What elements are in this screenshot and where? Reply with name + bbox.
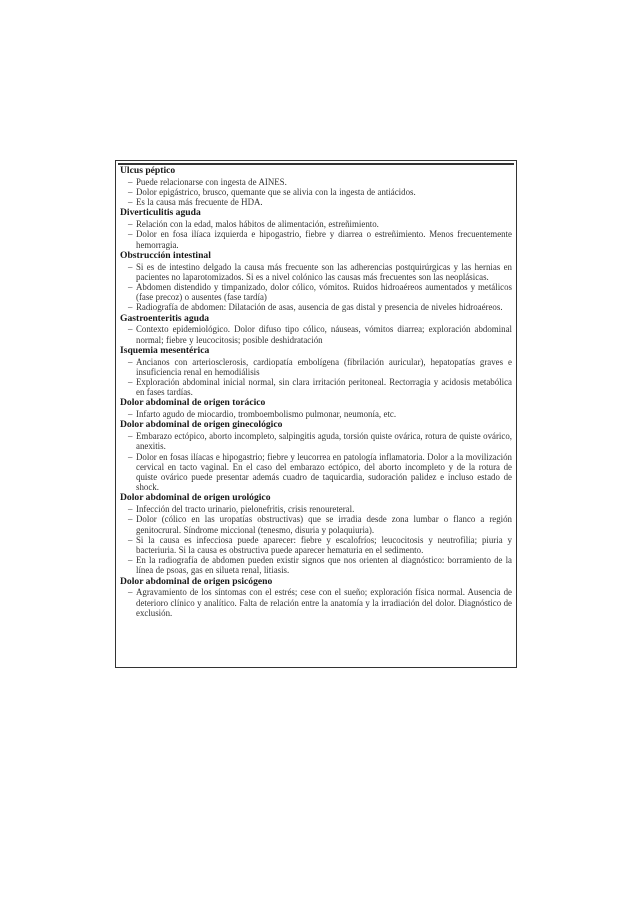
- section-title: Dolor abdominal de origen urológico: [120, 492, 271, 504]
- list-item: – Contexto epidemiológico. Dolor difuso tipo cólico, náuseas, vómitos diarrea; exploración abdominal normal; fiebre y leucocitosis; posible deshidratación: [128, 324, 512, 345]
- list-item: – Dolor en fosas ilíacas e hipogastrio; fiebre y leucorrea en patología inflamatoria. Dolor a la movilización cervical en tacto vaginal. En el caso del embarazo ectópico, del aborto incompleto y de la rotura de quiste ovárico puede presentar además cuadro de taquicardia, sudoración palidez e incluso estado de shock.: [128, 451, 512, 493]
- section-origen-psicogeno: [120, 577, 512, 618]
- section-title: Isquemia mesentérica: [120, 344, 210, 356]
- list-item: – Embarazo ectópico, aborto incompleto, salpingitis aguda, torsión quiste ovárica, rotura de quiste ovárico, anexitis.: [128, 431, 512, 452]
- section-diverticulitis: [120, 208, 512, 249]
- section-title: Ulcus péptico: [120, 165, 176, 176]
- section-ulcus-peptico: [120, 166, 512, 207]
- list-item: – Radiografía de abdomen: Dilatación de asas, ausencia de gas distal y presencia de niveles hidroaéreos.: [128, 302, 503, 313]
- list-item: – Puede relacionarse con ingesta de AINES.: [128, 176, 287, 187]
- section-title: Dolor abdominal de origen psicógeno: [120, 575, 273, 587]
- document-table-box: [115, 160, 517, 668]
- list-item: – Ancianos con arteriosclerosis, cardiopatía embolígena (fibrilación auricular), hepatopatías graves e insuficiencia renal en hemodiálisis: [128, 356, 512, 377]
- list-item: – Infarto agudo de miocardio, tromboembolismo pulmonar, neumonía, etc.: [128, 409, 397, 420]
- section-title: Dolor abdominal de origen ginecológico: [120, 419, 283, 431]
- section-origen-toracico: [120, 398, 512, 419]
- list-item: – Dolor en fosa ilíaca izquierda e hipogastrio, fiebre y diarrea o estreñimiento. Menos frecuentemente hemorragia.: [128, 229, 512, 250]
- list-item: – Abdomen distendido y timpanizado, dolor cólico, vómitos. Ruidos hidroaéreos aumentados y metálicos (fase precoz) o ausentes (fase tardía): [128, 282, 512, 303]
- section-origen-urologico: [120, 493, 512, 575]
- list-item: – Exploración abdominal inicial normal, sin clara irritación peritoneal. Rectorragia y acidosis metabólica en fases tardías.: [128, 377, 512, 398]
- section-title: Diverticulitis aguda: [120, 207, 201, 219]
- list-item: – Agravamiento de los síntomas con el estrés; cese con el sueño; exploración física normal. Ausencia de deterioro clínico y analítico. Falta de relación entre la anatomía y la irradiación del dolor. Diagnóstico de exclusión.: [128, 587, 512, 618]
- list-item: – Si la causa es infecciosa puede aparecer: fiebre y escalofríos; leucocitosis y neutrofilia; piuria y bacteriuria. Si la causa es obstructiva puede aparecer hematuria en el sedimento.: [128, 534, 512, 556]
- section-gastroenteritis: [120, 314, 512, 345]
- section-isquemia-mesenterica: [120, 346, 512, 398]
- list-item: – Es la causa más frecuente de HDA.: [128, 197, 263, 208]
- list-item: – Relación con la edad, malos hábitos de alimentación, estreñimiento.: [128, 219, 379, 230]
- section-title: Gastroenteritis aguda: [120, 312, 210, 324]
- list-item: – Dolor epigástrico, brusco, quemante que se alivia con la ingesta de antiácidos.: [128, 187, 416, 197]
- section-title: Dolor abdominal de origen torácico: [120, 397, 266, 409]
- list-item: – Infección del tracto urinario, pielonefritis, crisis renoureteral.: [128, 504, 355, 515]
- section-origen-ginecologico: [120, 420, 512, 492]
- section-obstruccion-intestinal: [120, 251, 512, 313]
- list-item: – En la radiografía de abdomen pueden existir signos que nos orienten al diagnóstico: borramiento de la línea de psoas, gas en silueta renal, litiasis.: [128, 555, 512, 576]
- list-item: – Dolor (cólico en las uropatías obstructivas) que se irradia desde zona lumbar o flanco a región genitocrural. Síndrome miccional (tenesmo, disuria y polaquiuria).: [128, 514, 512, 535]
- section-title: Obstrucción intestinal: [120, 249, 211, 261]
- list-item: – Si es de intestino delgado la causa más frecuente son las adherencias postquirúrgicas y las hernias en pacientes no laparotomizados. Si es a nivel colónico las causas más frecuentes son las neoplásicas.: [128, 261, 512, 282]
